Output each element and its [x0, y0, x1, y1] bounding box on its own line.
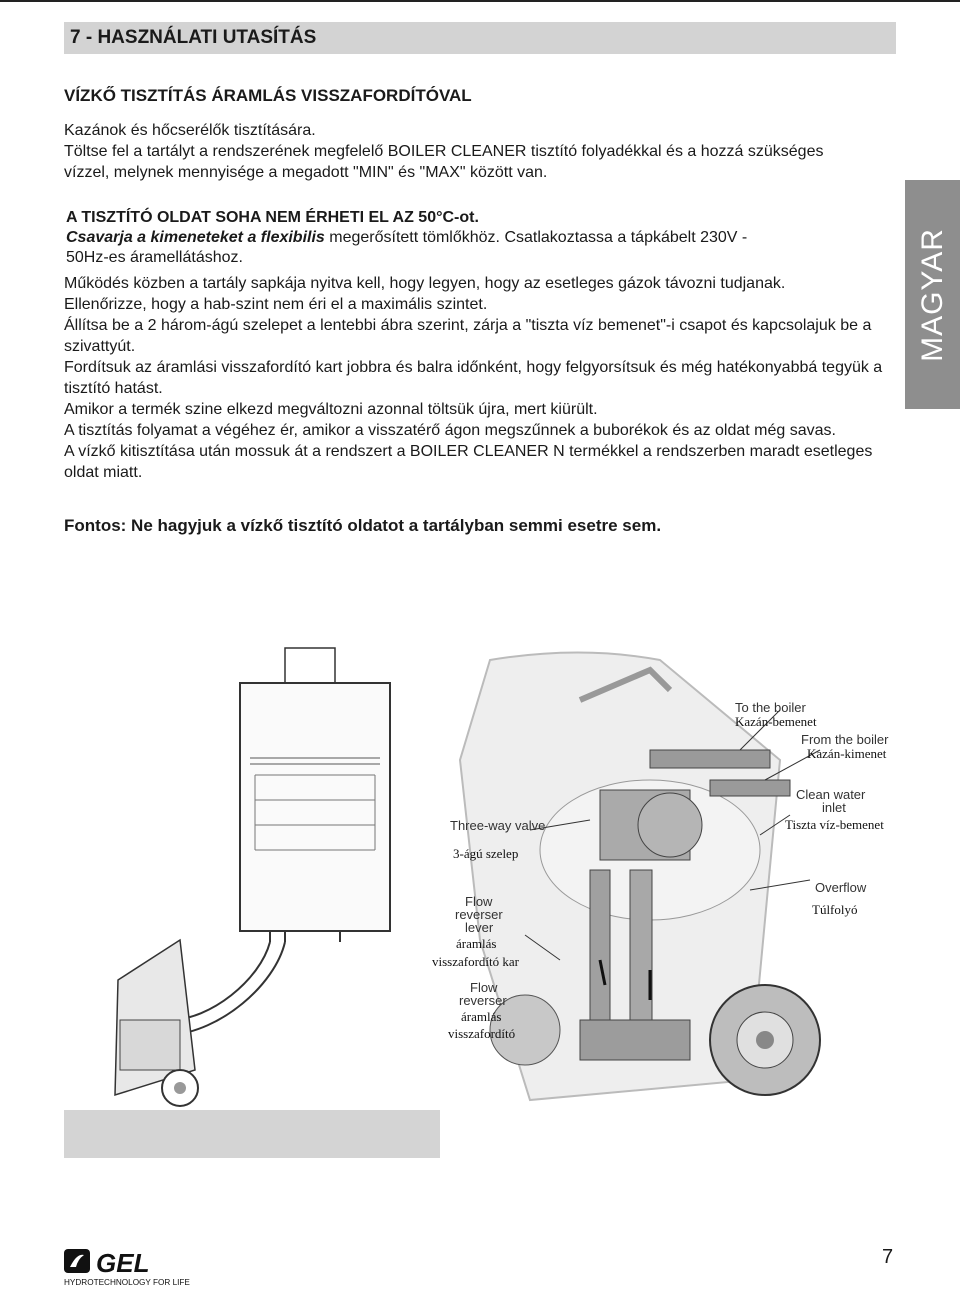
- logo-tagline: HYDROTECHNOLOGY FOR LIFE: [64, 1278, 190, 1287]
- label-reverser-hu-1: áramlás: [461, 1009, 502, 1024]
- label-overflow-en: Overflow: [815, 880, 867, 895]
- small-pump-cart: [115, 940, 198, 1106]
- logo-text: GEL: [96, 1248, 150, 1278]
- label-clean-water-en-2: inlet: [822, 800, 846, 815]
- operation-step: A vízkő kitisztítása után mossuk át a rendszert a BOILER CLEANER N termékkel a rendszerben maradt esetleges oldat miatt.: [64, 443, 873, 481]
- label-three-way-hu: 3-ágú szelep: [453, 846, 519, 861]
- label-to-boiler-en: To the boiler: [735, 700, 806, 715]
- label-clean-water-en-1: Clean water: [796, 787, 866, 802]
- label-lever-en-2: reverser: [455, 907, 503, 922]
- operation-step: Amikor a termék szine elkezd megváltozni azonnal töltsük újra, mert kiürült.: [64, 401, 598, 418]
- page-number: 7: [882, 1246, 894, 1268]
- operation-step: Ellenőrizze, hogy a hab-szint nem éri el a maximális szintet.: [64, 296, 488, 313]
- label-lever-en-3: lever: [465, 920, 494, 935]
- connection-text-bold: Csavarja a kimeneteket a flexibilis: [66, 229, 325, 246]
- label-overflow-hu: Túlfolyó: [812, 902, 858, 917]
- boiler-drawing: [240, 648, 390, 942]
- language-tab: [905, 180, 960, 409]
- label-reverser-en-2: reverser: [459, 993, 507, 1008]
- top-rule: [0, 0, 960, 2]
- connection-text-rest: megerősített tömlőkhöz. Csatlakoztassa a tápkábelt 230V - 50Hz-es áramellátáshoz.: [66, 229, 748, 266]
- figure-caption-box: [64, 1110, 440, 1158]
- label-clean-water-hu: Tiszta víz-bemenet: [785, 817, 884, 832]
- section-header: [64, 22, 896, 54]
- intro-line-2: Töltse fel a tartályt a rendszerének megfelelő BOILER CLEANER tisztító folyadékkal és a hozzá szükséges vízzel, melynek mennyisége a megadott "MIN" és "MAX" között van.: [64, 143, 824, 181]
- connection-text: [66, 228, 766, 268]
- label-lever-hu-1: áramlás: [456, 936, 497, 951]
- operation-step: Működés közben a tartály sapkája nyitva kell, hogy legyen, hogy az esetleges gázok távozni tudjanak.: [64, 275, 786, 292]
- section-title: 7 - HASZNÁLATI UTASÍTÁS: [70, 27, 317, 48]
- label-reverser-en-1: Flow: [470, 980, 498, 995]
- label-three-way-en: Three-way valve: [450, 818, 546, 833]
- operation-step: A tisztítás folyamat a végéhez ér, amikor a visszatérő ágon megszűnnek a buborékok és az oldat még savas.: [64, 422, 836, 439]
- operation-step: Fordítsuk az áramlási visszafordító kart jobbra és balra időnként, hogy felgyorsítsuk és még hatékonyabbá tegyük a tisztító hatást.: [64, 359, 883, 397]
- important-note: Fontos: Ne hagyjuk a vízkő tisztító oldatot a tartályban semmi esetre sem.: [64, 516, 662, 535]
- operation-instructions: [64, 273, 894, 483]
- label-from-boiler-hu: Kazán-kimenet: [807, 746, 887, 761]
- language-tab-label: MAGYAR: [915, 227, 949, 362]
- intro-line-1: Kazánok és hőcserélők tisztítására.: [64, 122, 316, 139]
- operation-step: Állítsa be a 2 három-ágú szelepet a lentebbi ábra szerint, zárja a "tiszta víz bemenet"-i csapot és kapcsolajuk be a szivattyút.: [64, 317, 872, 355]
- subtitle: VÍZKŐ TISZTÍTÁS ÁRAMLÁS VISSZAFORDÍTÓVAL: [64, 86, 472, 105]
- temperature-warning: A TISZTÍTÓ OLDAT SOHA NEM ÉRHETI EL AZ 50°C-ot.: [66, 209, 479, 226]
- cleaning-setup-illustration: [60, 640, 920, 1160]
- label-from-boiler-en: From the boiler: [801, 732, 889, 747]
- label-lever-hu-2: visszafordító kar: [432, 954, 520, 969]
- company-logo: [62, 1245, 202, 1290]
- label-reverser-hu-2: visszafordító: [448, 1026, 516, 1041]
- intro-text: [64, 120, 864, 183]
- label-to-boiler-hu: Kazán-bemenet: [735, 714, 817, 729]
- label-lever-en-1: Flow: [465, 894, 493, 909]
